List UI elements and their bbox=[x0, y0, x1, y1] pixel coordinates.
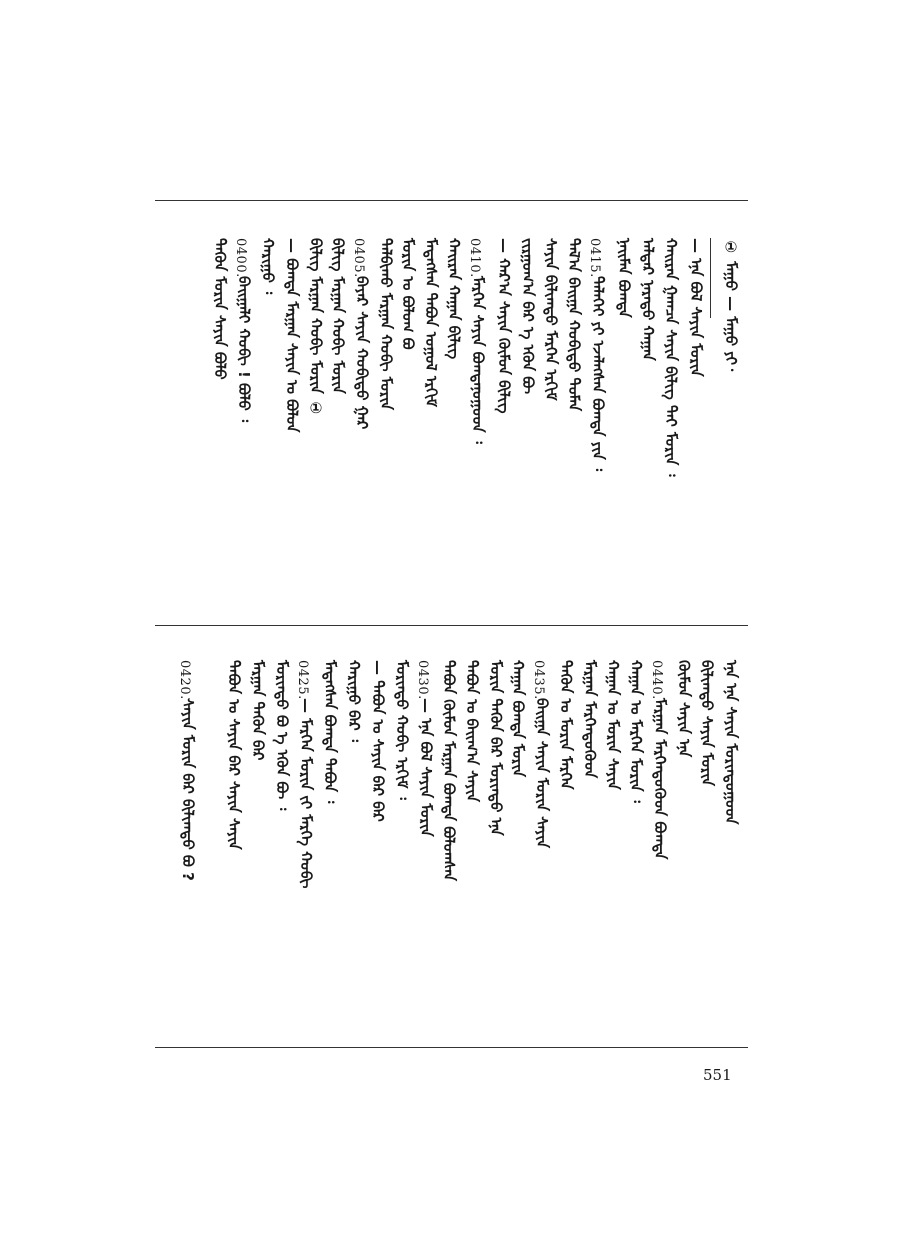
verse-line: ᠮᠣᠷᠢᠨᠲᠤ ᠪᠣ ᠡ ᠡᠭᠦᠨ ᠪᠦ ᠄ bbox=[273, 660, 291, 811]
verse-line: ᠠᠯᠳᠠᠷ ᠨᠡᠷᠡᠲᠦ ᠬᠠᠭᠠᠨ bbox=[639, 238, 657, 361]
line-number: 0400. bbox=[233, 238, 248, 278]
verse-line: ᠲᠠᠪᠤᠨ ᠬᠦᠮᠦᠨ ᠮᠠᠷᠭᠠᠨ ᠪᠣᠭᠳᠠ ᠪᠣᠯᠤᠭᠰᠠᠨ bbox=[440, 660, 458, 881]
verse-line: ᠪᠠᠶᠠᠷ ᠰᠠᠶᠢᠨ ᠬᠤᠪᠢᠲᠤ ᠭᠠᠷ bbox=[353, 276, 371, 430]
verse-line: ᠲᠡᠭᠦᠨ ᠮᠣᠷᠢᠨ ᠰᠠᠶᠢᠨ ᠪᠣᠯᠤ bbox=[211, 238, 229, 380]
verse-line: ᠵᠢᠷᠭᠤᠭ᠎ᠠ ᠪᠠᠷ ᠡ ᠡᠭᠦᠨ ᠪᠦ bbox=[519, 238, 537, 394]
verse-line: ᠮᠡᠷᠭᠡᠨ ᠰᠠᠶᠢᠨ ᠪᠣᠭᠳᠠᠨᠤᠭᠤᠳ ᠄ bbox=[469, 276, 487, 444]
line-number: 0435. bbox=[531, 660, 546, 700]
verse-line: ᠪᠠᠢᠭᠠᠯᠢ ᠬᠤᠪᠢ ! ᠪᠣᠯᠤ ᠄ bbox=[235, 276, 253, 423]
verse-line: ᠪᠠᠢᠭᠠ ᠰᠠᠶᠢᠨ ᠮᠣᠷᠢᠨ ᠰᠠᠶᠢᠨ bbox=[533, 698, 551, 848]
verse-line: ᠬᠠᠷᠢᠭᠤ ᠪᠠᠷ ᠄ bbox=[345, 660, 363, 742]
verse-line: — ᠪᠣᠭᠳᠠ ᠮᠠᠷᠭᠠᠨ ᠰᠠᠶᠢᠨ ᠤ ᠪᠣᠯᠤᠨ bbox=[283, 238, 301, 433]
line-number: 0405. bbox=[351, 238, 366, 278]
verse-line: ᠲᠠᠯ᠎ᠠ ᠪᠠᠢᠭᠠ ᠬᠤᠪᠢᠲᠤ ᠲᠤᠮᠡᠨ bbox=[565, 238, 583, 412]
verse-line: ᠮᠡᠳᠡᠭᠰᠡᠨ ᠪᠣᠭᠳᠠ ᠲᠠᠪᠤᠨ ᠄ bbox=[321, 660, 339, 804]
verse-line: ᠬᠠᠭᠠᠨ ᠤ ᠮᠡᠷᠭᠡᠨ ᠮᠣᠷᠢᠨ ᠄ bbox=[627, 660, 645, 803]
line-number: 0415. bbox=[587, 238, 602, 278]
upper-text-block bbox=[155, 238, 748, 618]
verse-line: ᠬᠠᠢᠷᠠᠨ ᠬᠠᠭᠠᠨ ᠪᠢᠯᠢᠭ bbox=[445, 238, 463, 360]
verse-line: — ᠮᠡᠷᠭᠡᠨ ᠮᠣᠷᠢᠨ ᠵᠢ ᠮᠡᠷᠭᠡ ᠬᠤᠪᠢ bbox=[297, 698, 315, 889]
line-number: 0410. bbox=[467, 238, 482, 278]
verse-line: ᠮᠠᠷᠭᠠᠨ ᠮᠡᠷᠭᠡᠨᠲᠦᠭᠦᠳ bbox=[581, 660, 599, 779]
verse-line: — ᠲᠠᠪᠤᠨ ᠤ ᠰᠠᠶᠢᠨ ᠪᠠᠷ ᠪᠠᠷ bbox=[369, 660, 387, 822]
middle-rule bbox=[155, 625, 748, 626]
verse-line: ᠲᠡᠭᠦᠨ ᠤ ᠮᠣᠷᠢᠨ ᠮᠡᠷᠭᠡᠨ bbox=[557, 660, 575, 790]
verse-line: ᠨᠠᠢᠮᠠᠨ ᠪᠣᠭᠳᠠ bbox=[615, 238, 633, 318]
verse-line: ᠲᠡᠯᠡᠭᠡᠢ ᠶᠢ ᠡᠵᠡᠯᠡᠭᠰᠡᠨ ᠪᠣᠭᠳᠠ ᠶᠢᠨ ᠄ bbox=[589, 276, 607, 472]
page-number: 551 bbox=[703, 1066, 732, 1084]
verse-line: ᠬᠠᠢᠷᠠᠨ ᠭᠠᠭᠴᠠ ᠰᠠᠶᠢᠨ ᠪᠢᠯᠢᠭ ᠲᠡᠢ ᠮᠣᠷᠢᠨ ᠄ bbox=[662, 238, 680, 477]
verse-line: — ᠬᠠᠷ᠎ᠠ ᠰᠠᠶᠢᠨ ᠬᠦᠮᠦᠨ ᠪᠢᠯᠢᠭ bbox=[495, 238, 513, 414]
lower-text-block bbox=[155, 660, 748, 1040]
verse-line: ᠮᠠᠷᠭᠠᠨ ᠮᠡᠷᠭᠡᠨᠲᠦᠭᠦᠳ ᠪᠣᠭᠳᠠ bbox=[651, 698, 669, 860]
verse-line: ᠲᠠᠯᠪᠢᠬᠤ ᠮᠠᠷᠭᠠᠨ ᠬᠤᠪᠢ ᠮᠣᠷᠢᠨ bbox=[377, 238, 395, 411]
verse-line: ᠰᠠᠶᠢᠨ ᠪᠢᠯᠢᠭᠲᠤ ᠮᠡᠷᠭᠡᠨ ᠡᠷᠬᠢᠮ bbox=[542, 238, 560, 401]
verse-line: ᠬᠦᠮᠦᠨ ᠰᠠᠶᠢᠨ ᠡᠨᠡ bbox=[675, 660, 693, 758]
top-rule bbox=[155, 200, 748, 201]
verse-line: ᠪᠢᠯᠢᠭ ᠮᠠᠷᠭᠠᠨ ᠬᠤᠪᠢ ᠮᠣᠷᠢᠨ ① bbox=[307, 238, 325, 418]
verse-line: ᠲᠠᠪᠤᠨ ᠤ ᠪᠠᠢᠭ᠎ᠠ ᠰᠠᠶᠢᠨ bbox=[463, 660, 481, 803]
line-number: 0425. bbox=[295, 660, 310, 700]
verse-line: ᠮᠠᠷᠭᠠᠨ ᠲᠡᠭᠦᠨ ᠪᠠᠷ bbox=[249, 660, 267, 761]
verse-line: — ᠡᠨᠡ ᠪᠣᠯ ᠰᠠᠶᠢᠨ ᠮᠣᠷᠢᠨ bbox=[417, 698, 435, 837]
verse-line: ᠪᠢᠯᠢᠭᠲᠤ ᠰᠠᠶᠢᠨ ᠮᠣᠷᠢᠨ bbox=[698, 660, 716, 787]
verse-line: ᠪᠢᠯᠢᠭ ᠮᠠᠷᠭᠠᠨ ᠬᠤᠪᠢ ᠮᠣᠷᠢᠨ bbox=[329, 238, 347, 394]
line-number: 0440. bbox=[649, 660, 664, 700]
bottom-rule bbox=[155, 1047, 748, 1048]
footnote-marker: ① bbox=[722, 238, 740, 256]
footnote bbox=[720, 238, 742, 371]
verse-line: ᠰᠠᠶᠢᠨ ᠮᠣᠷᠢᠨ ᠪᠠᠷ ᠪᠢᠯᠢᠭᠲᠤ ᠪᠣ ? bbox=[179, 698, 197, 881]
verse-line: ᠮᠡᠳᠡᠭᠰᠡᠨ ᠲᠠᠪᠤᠨ ᠤᠭᠤᠯ ᠡᠷᠬᠢᠮ bbox=[422, 238, 440, 407]
verse-line: ᠮᠣᠷᠢᠨ ᠤ ᠪᠣᠯᠤᠭ ᠪᠣ bbox=[399, 238, 417, 350]
line-number: 0420. bbox=[177, 660, 192, 700]
verse-line: — ᠡᠨᠡ ᠪᠣᠯ ᠰᠠᠶᠢᠨ ᠮᠣᠷᠢᠨ bbox=[687, 238, 705, 377]
verse-line: ᠮᠣᠷᠢᠨᠲᠤ ᠬᠤᠪᠢ ᠡᠷᠬᠢᠮ ᠄ bbox=[393, 660, 411, 800]
verse-line: ᠬᠠᠭᠠᠨ ᠤ ᠮᠣᠷᠢᠨ ᠰᠠᠶᠢᠨ bbox=[604, 660, 622, 790]
verse-line: ᠬᠠᠷᠢᠭᠤ ᠄ bbox=[259, 238, 277, 295]
verse-line: ᠮᠣᠷᠢᠨ ᠲᠡᠭᠦᠨ ᠪᠠᠷ ᠮᠣᠷᠢᠨᠲᠤ ᠡᠨᠡ bbox=[487, 660, 505, 836]
verse-line: ᠲᠠᠪᠤᠨ ᠤ ᠰᠠᠶᠢᠨ ᠪᠠᠷ ᠰᠠᠶᠢᠨ ᠰᠠᠶᠢᠨ bbox=[225, 660, 243, 850]
footnote-divider bbox=[710, 238, 711, 318]
verse-line: ᠬᠠᠭᠠᠨ ᠪᠣᠭᠳᠠ ᠮᠣᠷᠢᠨ bbox=[509, 660, 527, 778]
line-number: 0430. bbox=[415, 660, 430, 700]
verse-line: ᠡᠨᠡ ᠡᠨᠡ ᠰᠠᠶᠢᠨ ᠮᠣᠷᠢᠨᠲᠤᠭᠤᠳ bbox=[722, 660, 740, 825]
footnote-text: ᠮᠠᠭᠤ — ᠮᠠᠭᠤ ᠶᠢ᠂ bbox=[722, 261, 740, 372]
